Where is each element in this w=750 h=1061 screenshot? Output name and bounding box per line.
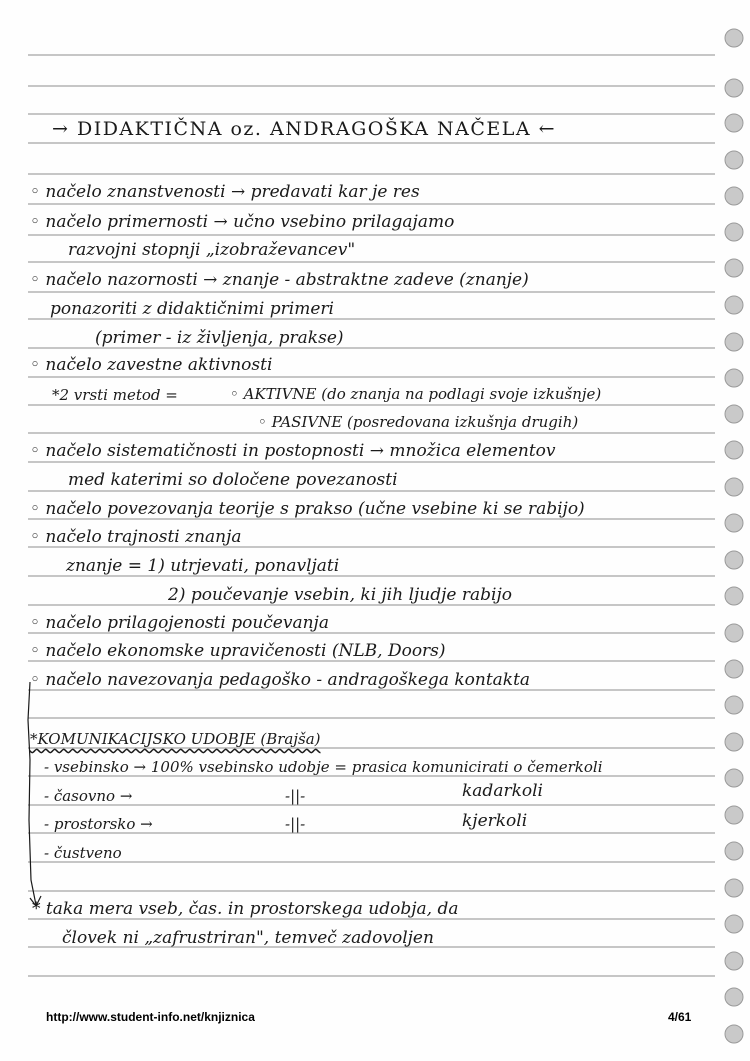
note-line-15: 2) poučevanje vsebin, ki jih ljudje rabijo (168, 585, 512, 605)
note-line-7: ◦ načelo zavestne aktivnosti (30, 355, 273, 375)
note-line-10: ◦ načelo sistematičnosti in postopnosti → množica elementov (30, 441, 556, 461)
page-title: → DIDAKTIČNA oz. ANDRAGOŠKA NAČELA ← (52, 118, 557, 140)
note-line-21-ditto: -||- (285, 787, 306, 805)
note-line-12: ◦ načelo povezovanja teorije s prakso (učne vsebine ki se rabijo) (30, 499, 585, 519)
note-line-8-label: *2 vrsti metod = (52, 386, 178, 404)
note-line-4: ◦ načelo nazornosti → znanje - abstraktne zadeve (znanje) (30, 270, 529, 290)
note-line-3: razvojni stopnji „izobraževancev" (68, 240, 356, 260)
note-line-6: (primer - iz življenja, prakse) (95, 328, 344, 348)
footer-page-number: 4/61 (668, 1010, 692, 1024)
binder-holes (718, 0, 750, 1061)
note-line-9-pasivne: ◦ PASIVNE (posredovana izkušnja drugih) (258, 413, 579, 431)
note-line-21-value: kadarkoli (462, 781, 543, 801)
note-line-17: ◦ načelo ekonomske upravičenosti (NLB, Doors) (30, 641, 446, 661)
note-line-2: ◦ načelo primernosti → učno vsebino prilagajamo (30, 212, 455, 232)
note-line-5: ponazoriti z didaktičnimi primeri (50, 299, 334, 319)
note-line-16: ◦ načelo prilagojenosti poučevanja (30, 613, 329, 633)
note-line-8-aktivne: ◦ AKTIVNE (do znanja na podlagi svoje izkušnje) (230, 385, 602, 403)
note-line-20: - vsebinsko → 100% vsebinsko udobje = prasica komunicirati o čemerkoli (44, 758, 603, 776)
note-line-24: * taka mera vseb, čas. in prostorskega udobja, da (32, 899, 459, 919)
note-line-22-label: - prostorsko → (44, 815, 153, 833)
note-line-1: ◦ načelo znanstvenosti → predavati kar je res (30, 182, 420, 202)
note-line-14: znanje = 1) utrjevati, ponavljati (66, 556, 340, 576)
note-line-13: ◦ načelo trajnosti znanja (30, 527, 242, 547)
note-line-11: med katerimi so določene povezanosti (68, 470, 398, 490)
note-line-22-value: kjerkoli (462, 811, 528, 831)
note-line-23: - čustveno (44, 844, 122, 862)
footer-url[interactable]: http://www.student-info.net/knjiznica (46, 1010, 255, 1024)
note-line-21-label: - časovno → (44, 787, 133, 805)
note-line-25: človek ni „zafrustriran", temveč zadovoljen (62, 928, 434, 948)
note-line-19-heading: *KOMUNIKACIJSKO UDOBJE (Brajša) (30, 730, 321, 748)
note-line-18: ◦ načelo navezovanja pedagoško - andragoškega kontakta (30, 670, 531, 690)
note-line-22-ditto: -||- (285, 815, 306, 833)
